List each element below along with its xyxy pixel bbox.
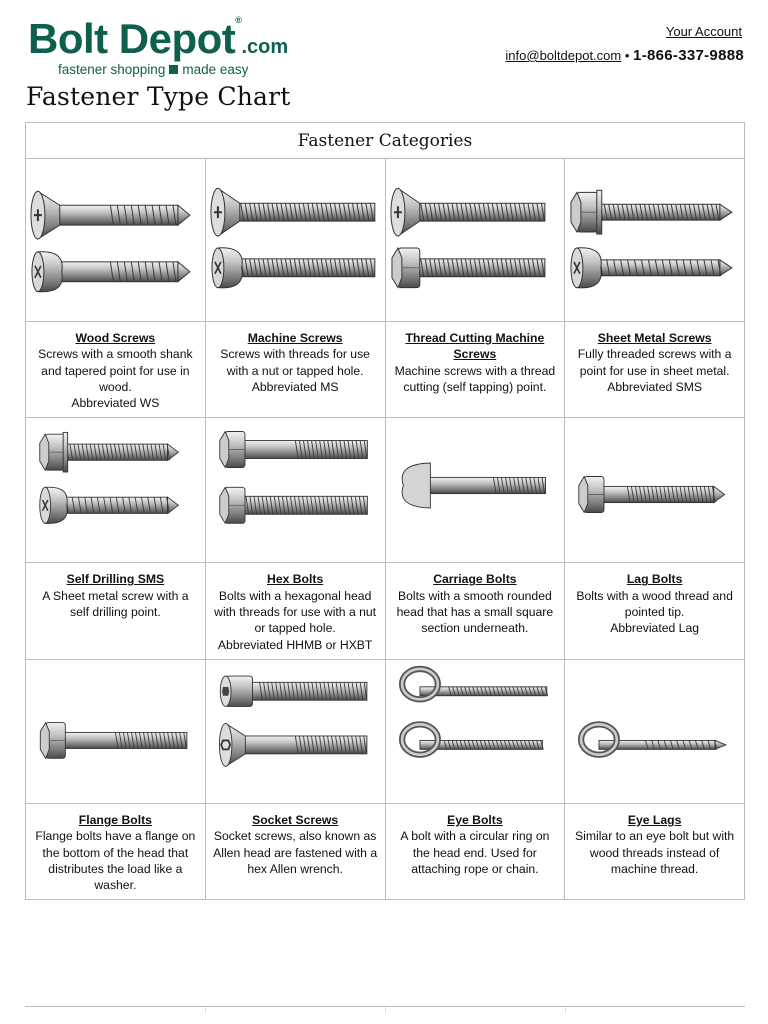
category-name-link[interactable]: Flange Bolts xyxy=(78,812,152,827)
fastener-image-cell xyxy=(385,159,565,322)
table-heading: Fastener Categories xyxy=(26,123,745,159)
category-name-link[interactable]: Eye Bolts xyxy=(447,812,503,827)
category-description-cell xyxy=(205,322,385,418)
tagline-left: fastener shopping xyxy=(58,62,166,77)
fastener-image-cell xyxy=(205,418,385,563)
fastener-illustration xyxy=(565,159,744,321)
fastener-pan-icon xyxy=(40,488,179,524)
contact-info xyxy=(505,46,744,66)
category-abbreviation: Abbreviated WS xyxy=(71,396,160,411)
fastener-hex-icon xyxy=(220,488,368,524)
fastener-illustration xyxy=(386,660,565,803)
category-abbreviation: Abbreviated SMS xyxy=(607,379,703,394)
category-name-link[interactable]: Socket Screws xyxy=(252,812,339,827)
text-row xyxy=(26,322,745,418)
category-description-cell xyxy=(205,803,385,899)
category-abbreviation: Abbreviated MS xyxy=(251,379,339,394)
fastener-image-cell xyxy=(385,418,565,563)
fastener-image-cell xyxy=(565,418,745,563)
category-description: Bolts with a hexagonal head with threads for use with a nut or tapped hole. xyxy=(214,588,377,636)
category-description: Machine screws with a thread cutting (self tapping) point. xyxy=(394,363,556,394)
category-name-link[interactable]: Carriage Bolts xyxy=(433,572,517,587)
fastener-image-cell xyxy=(205,659,385,803)
tagline-square-icon xyxy=(169,65,178,74)
category-description: Bolts with a smooth rounded head that has a small square section underneath. xyxy=(396,588,554,636)
category-description: Flange bolts have a flange on the bottom of the head that distributes the load like a washer. xyxy=(35,829,196,893)
logo-suffix: .com xyxy=(241,36,289,58)
category-description-cell xyxy=(385,563,565,659)
category-abbreviation: Abbreviated HHMB or HXBT xyxy=(217,637,373,652)
fastener-illustration xyxy=(386,159,565,321)
registered-mark: ® xyxy=(235,15,242,25)
fastener-illustration xyxy=(206,418,385,562)
category-name-link[interactable]: Sheet Metal Screws xyxy=(597,331,712,345)
image-row xyxy=(26,159,745,322)
page-title: Fastener Type Chart xyxy=(26,82,291,111)
category-name-link[interactable]: Hex Bolts xyxy=(267,572,324,587)
category-name-link[interactable]: Lag Bolts xyxy=(626,572,683,587)
email-link[interactable]: info@boltdepot.com xyxy=(505,48,622,63)
fastener-image-cell xyxy=(385,659,565,803)
fastener-flat-icon xyxy=(31,191,190,239)
category-name-link[interactable]: Eye Lags xyxy=(627,812,682,827)
fastener-illustration xyxy=(26,159,205,321)
category-description-cell xyxy=(565,803,745,899)
fastener-flat-icon xyxy=(219,723,366,766)
image-row xyxy=(26,659,745,803)
fastener-image-cell xyxy=(205,159,385,322)
category-description: A Sheet metal screw with a self drilling point. xyxy=(42,588,189,620)
category-description-cell xyxy=(205,563,385,659)
fastener-illustration xyxy=(206,660,385,803)
category-description: A bolt with a circular ring on the head end. Used for attaching rope or chain. xyxy=(400,829,550,876)
category-description: Bolts with a wood thread and pointed tip. xyxy=(576,588,733,620)
fastener-image-cell xyxy=(26,418,206,563)
category-description-cell xyxy=(385,322,565,418)
image-row xyxy=(26,418,745,563)
category-description: Fully threaded screws with a point for use in sheet metal. xyxy=(577,347,732,378)
category-description: Screws with threads for use with a nut or tapped hole. xyxy=(220,347,370,378)
category-name-link[interactable]: Machine Screws xyxy=(247,331,343,345)
fastener-image-cell xyxy=(565,159,745,322)
your-account-link[interactable]: Your Account xyxy=(665,24,742,39)
category-description: Screws with a smooth shank and tapered point for use in wood. xyxy=(38,347,193,394)
fastener-round-icon xyxy=(32,252,190,292)
category-abbreviation: Abbreviated Lag xyxy=(610,621,699,636)
fastener-eye-icon xyxy=(402,669,548,699)
logo-text: Bolt Depot xyxy=(28,15,236,62)
category-description-cell xyxy=(26,563,206,659)
text-row xyxy=(26,563,745,659)
footer-divider xyxy=(25,1006,745,1007)
category-description-cell xyxy=(26,322,206,418)
fastener-carriage-icon xyxy=(402,463,545,508)
category-description-cell xyxy=(565,563,745,659)
fastener-pan-icon xyxy=(212,248,375,288)
fastener-hex-icon xyxy=(40,723,187,759)
category-description-cell xyxy=(26,803,206,899)
fastener-socket-icon xyxy=(220,676,367,706)
fastener-image-cell xyxy=(565,659,745,803)
category-description: Socket screws, also known as Allen head are fastened with a hex Allen wrench. xyxy=(213,829,378,876)
fastener-hex-icon xyxy=(220,432,368,468)
fastener-illustration xyxy=(26,660,205,803)
fastener-illustration xyxy=(26,418,205,562)
fastener-categories-table xyxy=(25,122,745,900)
fastener-image-cell xyxy=(26,659,206,803)
category-description-cell xyxy=(385,803,565,899)
fastener-hexw-icon xyxy=(571,190,732,234)
separator: • xyxy=(624,48,630,63)
fastener-flat-icon xyxy=(390,188,544,236)
category-name-link[interactable]: Self Drilling SMS xyxy=(66,572,165,587)
fastener-illustration xyxy=(565,418,744,562)
fastener-illustration xyxy=(206,159,385,321)
text-row xyxy=(26,803,745,899)
phone-number[interactable]: 1-866-337-9888 xyxy=(633,47,744,64)
fastener-hex-icon xyxy=(579,477,725,513)
fastener-hex-icon xyxy=(391,248,544,288)
bolt-depot-logo[interactable] xyxy=(28,16,288,78)
fastener-pan-icon xyxy=(571,248,732,288)
fastener-hexw-icon xyxy=(40,433,179,473)
fastener-illustration xyxy=(386,418,565,562)
fastener-flat-icon xyxy=(211,188,375,236)
fastener-eye-icon xyxy=(581,724,726,754)
category-name-link[interactable]: Wood Screws xyxy=(75,331,156,345)
category-description: Similar to an eye bolt but with wood threads instead of machine thread. xyxy=(575,829,735,876)
fastener-image-cell xyxy=(26,159,206,322)
category-name-link[interactable]: Thread Cutting Machine Screws xyxy=(405,331,545,362)
fastener-illustration xyxy=(565,660,744,803)
category-description-cell xyxy=(565,322,745,418)
tagline-right: made easy xyxy=(182,62,249,77)
fastener-eye-icon xyxy=(402,724,543,754)
